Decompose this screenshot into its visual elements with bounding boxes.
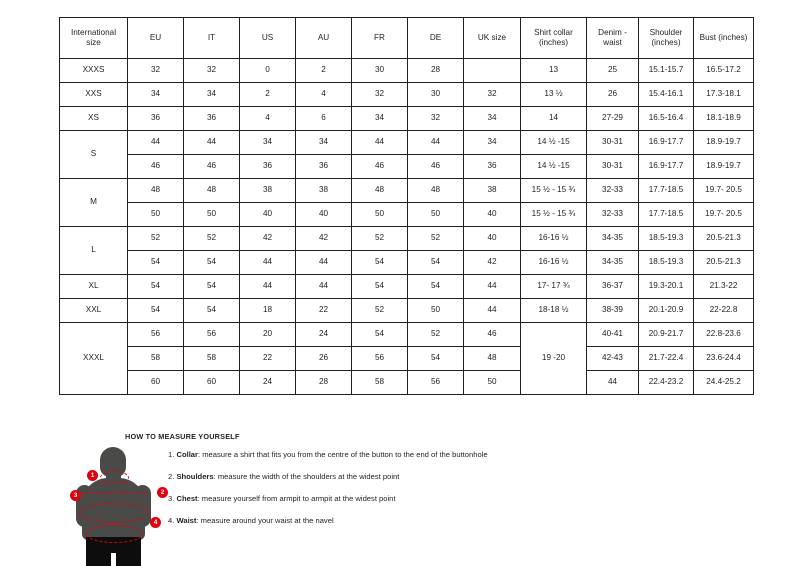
cell-value: 36	[128, 107, 184, 131]
measure-item-term: Chest	[176, 494, 198, 504]
cell-value: 38-39	[587, 299, 639, 323]
table-row	[60, 107, 754, 131]
cell-value: 15.4-16.1	[639, 83, 694, 107]
cell-value: 0	[240, 59, 296, 83]
measure-item-text: : measure yourself from armpit to armpit at the widest point	[197, 494, 396, 504]
column-header-bust: Bust (inches)	[694, 18, 754, 59]
cell-value: 13	[521, 59, 587, 83]
cell-value: 23.6-24.4	[694, 347, 754, 371]
cell-value: 44	[587, 371, 639, 395]
cell-value: 52	[352, 299, 408, 323]
column-header-it: IT	[184, 18, 240, 59]
cell-value: 40	[464, 227, 521, 251]
column-header-au: AU	[296, 18, 352, 59]
cell-value: 44	[408, 131, 464, 155]
cell-value: 6	[296, 107, 352, 131]
table-header-row	[60, 18, 754, 59]
cell-value: 34-35	[587, 251, 639, 275]
cell-value: 44	[296, 251, 352, 275]
shoulder-measure-line	[80, 492, 148, 493]
table-row	[60, 227, 754, 251]
column-header-shirt-collar: Shirt collar (inches)	[521, 18, 587, 59]
table-row	[60, 251, 754, 275]
marker-3: 3	[70, 490, 81, 501]
cell-value: 18-18 ½	[521, 299, 587, 323]
cell-value: 32-33	[587, 179, 639, 203]
column-header-uk-size: UK size	[464, 18, 521, 59]
cell-value: 60	[184, 371, 240, 395]
cell-value: 36	[464, 155, 521, 179]
column-header-fr: FR	[352, 18, 408, 59]
cell-value: 34	[464, 107, 521, 131]
cell-value: 40-41	[587, 323, 639, 347]
cell-value: 36	[296, 155, 352, 179]
cell-value: 19.3-20.1	[639, 275, 694, 299]
list-item	[168, 472, 618, 481]
cell-value: 2	[240, 83, 296, 107]
cell-value: 52	[128, 227, 184, 251]
cell-value: 14	[521, 107, 587, 131]
cell-value: 20.1-20.9	[639, 299, 694, 323]
table-row	[60, 203, 754, 227]
cell-value: 19.7- 20.5	[694, 179, 754, 203]
cell-value: 54	[408, 347, 464, 371]
cell-value: 32	[464, 83, 521, 107]
cell-value: 20.9-21.7	[639, 323, 694, 347]
cell-value: 44	[184, 131, 240, 155]
cell-value: 36	[240, 155, 296, 179]
column-header-de: DE	[408, 18, 464, 59]
measure-item-number: 4.	[168, 516, 175, 526]
marker-2: 2	[157, 487, 168, 498]
measure-item-text: : measure around your waist at the navel	[196, 516, 334, 526]
measure-item-term: Collar	[176, 450, 198, 459]
cell-value: 25	[587, 59, 639, 83]
cell-international-size: XXL	[60, 299, 128, 323]
cell-value: 50	[464, 371, 521, 395]
cell-value: 22-22.8	[694, 299, 754, 323]
cell-value: 34	[184, 83, 240, 107]
cell-value: 54	[352, 323, 408, 347]
cell-value: 54	[184, 251, 240, 275]
cell-value: 18.9-19.7	[694, 155, 754, 179]
cell-value: 42	[464, 251, 521, 275]
cell-value: 30	[352, 59, 408, 83]
cell-value: 46	[184, 155, 240, 179]
measure-item-text: : measure a shirt that fits you from the centre of the button to the end of the buttonhole	[198, 450, 488, 459]
marker-4: 4	[150, 517, 161, 528]
column-header-eu: EU	[128, 18, 184, 59]
cell-value: 56	[184, 323, 240, 347]
cell-value: 30-31	[587, 131, 639, 155]
cell-value: 26	[296, 347, 352, 371]
table-row	[60, 179, 754, 203]
cell-value: 36	[184, 107, 240, 131]
chest-measure-line	[79, 503, 149, 523]
cell-value: 18.1-18.9	[694, 107, 754, 131]
cell-international-size: XL	[60, 275, 128, 299]
cell-value: 15.1-15.7	[639, 59, 694, 83]
cell-value: 48	[464, 347, 521, 371]
cell-value: 21.3-22	[694, 275, 754, 299]
cell-value: 19 -20	[521, 323, 587, 395]
cell-value: 46	[128, 155, 184, 179]
cell-value: 18	[240, 299, 296, 323]
cell-value: 16.5-17.2	[694, 59, 754, 83]
body-diagram	[60, 445, 170, 566]
table-row	[60, 83, 754, 107]
cell-value: 54	[128, 299, 184, 323]
column-header-denim-waist: Denim - waist	[587, 18, 639, 59]
cell-value: 50	[408, 299, 464, 323]
cell-value: 28	[296, 371, 352, 395]
table-row	[60, 155, 754, 179]
list-item	[168, 450, 618, 459]
cell-value: 19.7- 20.5	[694, 203, 754, 227]
measure-item-text: : measure the width of the shoulders at the widest point	[213, 472, 400, 482]
cell-value: 54	[128, 251, 184, 275]
measure-item-number: 2.	[168, 472, 175, 482]
cell-value: 46	[408, 155, 464, 179]
cell-value: 40	[296, 203, 352, 227]
cell-value: 30-31	[587, 155, 639, 179]
how-to-measure-title: HOW TO MEASURE YOURSELF	[125, 432, 240, 441]
cell-value: 44	[128, 131, 184, 155]
list-item	[168, 516, 618, 525]
cell-value: 24	[240, 371, 296, 395]
cell-international-size: S	[60, 131, 128, 179]
cell-value: 17.3-18.1	[694, 83, 754, 107]
cell-value: 42-43	[587, 347, 639, 371]
cell-value: 44	[464, 275, 521, 299]
table-row	[60, 371, 754, 395]
cell-value: 44	[464, 299, 521, 323]
cell-value: 20	[240, 323, 296, 347]
cell-value: 17.7-18.5	[639, 179, 694, 203]
cell-value: 17- 17 ¾	[521, 275, 587, 299]
cell-value: 30	[408, 83, 464, 107]
cell-value: 28	[408, 59, 464, 83]
table-row	[60, 59, 754, 83]
cell-value: 22.8-23.6	[694, 323, 754, 347]
table-row	[60, 347, 754, 371]
measure-item-number: 1.	[168, 450, 175, 459]
measure-instructions-list	[168, 450, 618, 538]
cell-value: 54	[408, 251, 464, 275]
cell-value: 15 ½ - 15 ¾	[521, 203, 587, 227]
column-header-us: US	[240, 18, 296, 59]
cell-value: 54	[184, 275, 240, 299]
cell-value: 56	[352, 347, 408, 371]
cell-value: 22.4-23.2	[639, 371, 694, 395]
cell-value: 40	[240, 203, 296, 227]
cell-value: 54	[184, 299, 240, 323]
table-row	[60, 299, 754, 323]
cell-value: 16-16 ½	[521, 227, 587, 251]
cell-value: 48	[128, 179, 184, 203]
cell-value: 42	[296, 227, 352, 251]
cell-value: 2	[296, 59, 352, 83]
cell-international-size: M	[60, 179, 128, 227]
table-row	[60, 275, 754, 299]
cell-value: 16.9-17.7	[639, 131, 694, 155]
cell-value: 48	[184, 179, 240, 203]
cell-value: 14 ½ -15	[521, 131, 587, 155]
table-row	[60, 131, 754, 155]
cell-value: 34	[240, 131, 296, 155]
cell-value: 32	[352, 83, 408, 107]
cell-value: 56	[408, 371, 464, 395]
cell-value: 18.5-19.3	[639, 251, 694, 275]
cell-value: 15 ½ - 15 ¾	[521, 179, 587, 203]
cell-value: 50	[352, 203, 408, 227]
cell-value: 38	[240, 179, 296, 203]
cell-value: 54	[128, 275, 184, 299]
cell-international-size: XXXL	[60, 323, 128, 395]
cell-value: 22	[240, 347, 296, 371]
cell-value: 34	[464, 131, 521, 155]
cell-value: 18.5-19.3	[639, 227, 694, 251]
cell-value: 38	[296, 179, 352, 203]
cell-value: 54	[352, 275, 408, 299]
column-header-international-size: International size	[60, 18, 128, 59]
size-chart-table	[59, 17, 754, 395]
cell-value: 58	[184, 347, 240, 371]
cell-value: 52	[408, 323, 464, 347]
cell-value: 16.9-17.7	[639, 155, 694, 179]
cell-value: 21.7-22.4	[639, 347, 694, 371]
cell-value: 14 ½ -15	[521, 155, 587, 179]
waist-measure-line	[86, 525, 143, 543]
cell-value: 42	[240, 227, 296, 251]
cell-value: 16.5-16.4	[639, 107, 694, 131]
cell-value: 24	[296, 323, 352, 347]
cell-value: 52	[184, 227, 240, 251]
measure-item-number: 3.	[168, 494, 175, 504]
cell-value: 58	[352, 371, 408, 395]
cell-value: 34-35	[587, 227, 639, 251]
cell-value: 46	[352, 155, 408, 179]
column-header-shoulder: Shoulder (inches)	[639, 18, 694, 59]
cell-value: 16-16 ½	[521, 251, 587, 275]
cell-value: 44	[296, 275, 352, 299]
cell-value: 52	[408, 227, 464, 251]
cell-value: 4	[240, 107, 296, 131]
cell-value: 44	[240, 275, 296, 299]
cell-value: 56	[128, 323, 184, 347]
cell-value: 32	[128, 59, 184, 83]
cell-value: 38	[464, 179, 521, 203]
cell-value: 18.9-19.7	[694, 131, 754, 155]
cell-value: 48	[352, 179, 408, 203]
cell-international-size: L	[60, 227, 128, 275]
cell-international-size: XS	[60, 107, 128, 131]
marker-1: 1	[87, 470, 98, 481]
cell-value: 24.4-25.2	[694, 371, 754, 395]
cell-value: 58	[128, 347, 184, 371]
cell-value: 44	[240, 251, 296, 275]
cell-value: 40	[464, 203, 521, 227]
cell-value: 50	[184, 203, 240, 227]
cell-value: 44	[352, 131, 408, 155]
cell-value: 54	[352, 251, 408, 275]
cell-value: 34	[128, 83, 184, 107]
measure-item-term: Waist	[176, 516, 197, 526]
cell-value: 34	[352, 107, 408, 131]
cell-value: 32	[184, 59, 240, 83]
cell-value: 48	[408, 179, 464, 203]
cell-value	[464, 59, 521, 83]
cell-value: 26	[587, 83, 639, 107]
cell-value: 27-29	[587, 107, 639, 131]
cell-value: 52	[352, 227, 408, 251]
cell-value: 20.5-21.3	[694, 251, 754, 275]
cell-value: 34	[296, 131, 352, 155]
cell-value: 60	[128, 371, 184, 395]
cell-value: 54	[408, 275, 464, 299]
cell-value: 17.7-18.5	[639, 203, 694, 227]
cell-value: 46	[464, 323, 521, 347]
cell-value: 4	[296, 83, 352, 107]
cell-value: 32	[408, 107, 464, 131]
table-body	[60, 59, 754, 395]
cell-value: 50	[408, 203, 464, 227]
cell-international-size: XXXS	[60, 59, 128, 83]
cell-value: 13 ½	[521, 83, 587, 107]
collar-measure-line	[100, 471, 129, 484]
cell-value: 36-37	[587, 275, 639, 299]
list-item	[168, 494, 618, 503]
cell-value: 20.5-21.3	[694, 227, 754, 251]
table-row	[60, 323, 754, 347]
cell-value: 50	[128, 203, 184, 227]
cell-value: 22	[296, 299, 352, 323]
measure-item-term: Shoulders	[176, 472, 214, 482]
cell-international-size: XXS	[60, 83, 128, 107]
cell-value: 32-33	[587, 203, 639, 227]
